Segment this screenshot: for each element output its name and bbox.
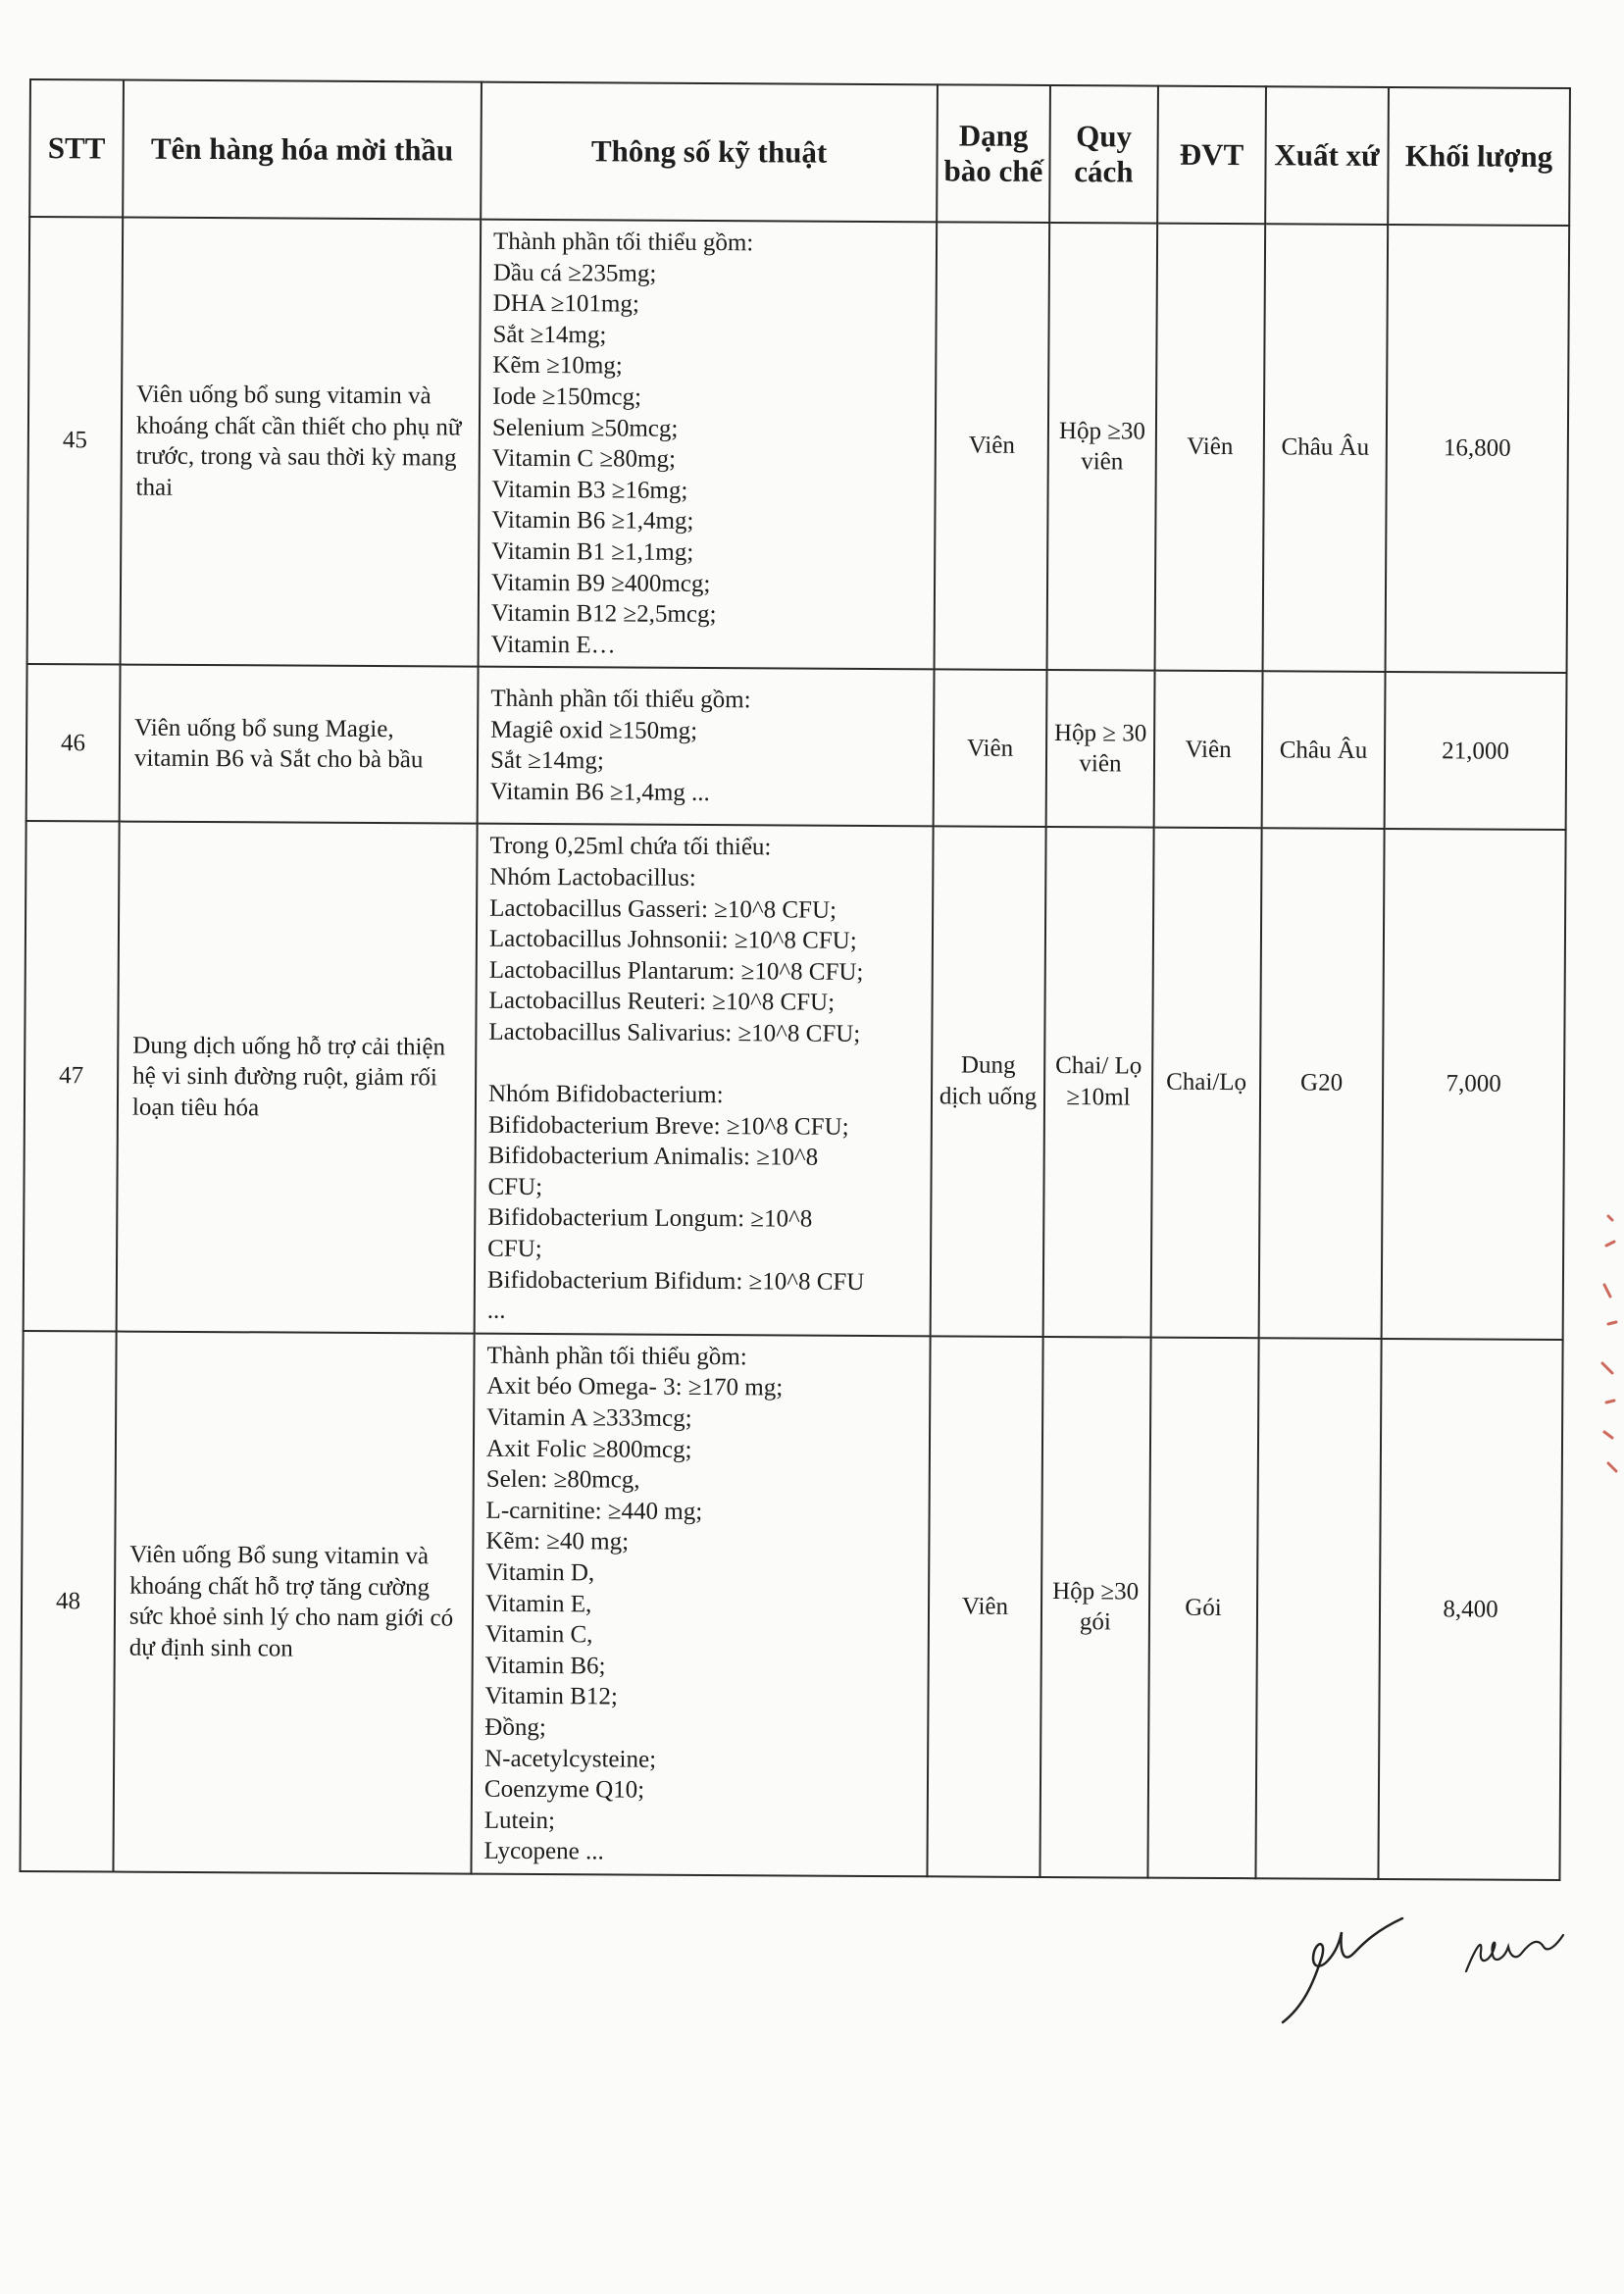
spec-line: Kẽm ≥10mg; xyxy=(492,352,623,380)
spec-line: Sắt ≥14mg; xyxy=(492,321,607,349)
spec-line: Vitamin B6 ≥1,4mg ... xyxy=(489,778,710,806)
row-unit: Gói xyxy=(1147,1337,1258,1878)
row-stt: 46 xyxy=(26,664,121,822)
header-item-name: Tên hàng hóa mời thầu xyxy=(123,80,482,220)
row-origin: Châu Âu xyxy=(1262,672,1386,830)
spec-line: Trong 0,25ml chứa tối thiểu: xyxy=(489,833,772,861)
row-quantity: 8,400 xyxy=(1378,1339,1562,1880)
spec-line: CFU; xyxy=(487,1173,543,1200)
row-quantity: 16,800 xyxy=(1386,225,1570,673)
row-quantity: 7,000 xyxy=(1382,829,1566,1340)
row-packaging: Hộp ≥ 30 viên xyxy=(1046,670,1155,828)
spec-line: Lactobacillus Plantarum: ≥10^8 CFU; xyxy=(488,956,864,986)
spec-line: Vitamin B1 ≥1,1mg; xyxy=(491,537,694,566)
spec-line: Bifidobacterium Longum: ≥10^8 xyxy=(487,1204,813,1234)
header-technical-specs: Thông số kỹ thuật xyxy=(481,82,938,223)
header-row xyxy=(29,79,1570,226)
spec-line: Lactobacillus Salivarius: ≥10^8 CFU; xyxy=(488,1018,861,1047)
row-packaging: Hộp ≥30 gói xyxy=(1040,1337,1150,1878)
row-stt: 47 xyxy=(24,821,120,1331)
spec-line: Vitamin B12; xyxy=(484,1683,618,1710)
spec-line: Axit béo Omega- 3: ≥170 mg; xyxy=(486,1373,784,1402)
spec-line: Thành phần tối thiểu gồm: xyxy=(492,228,754,257)
header-stt: STT xyxy=(29,79,124,218)
spec-line: Vitamin A ≥333mcg; xyxy=(486,1403,692,1432)
header-dosage-form: Dạng bào chế xyxy=(937,84,1050,223)
row-unit: Chai/Lọ xyxy=(1151,828,1262,1338)
spec-line: Bifidobacterium Animalis: ≥10^8 xyxy=(487,1142,819,1171)
row-stt: 48 xyxy=(20,1331,116,1872)
spec-line: Lactobacillus Gasseri: ≥10^8 CFU; xyxy=(489,894,837,924)
spec-line: Bifidobacterium Breve: ≥10^8 CFU; xyxy=(487,1111,849,1141)
spec-line: Sắt ≥14mg; xyxy=(489,747,604,775)
row-spec xyxy=(479,220,938,670)
spec-line: Vitamin C, xyxy=(484,1620,593,1649)
spec-line: DHA ≥101mg; xyxy=(492,289,639,318)
header-unit: ĐVT xyxy=(1157,86,1266,225)
spec-line: L-carnitine: ≥440 mg; xyxy=(485,1497,703,1525)
spec-line: Vitamin B3 ≥16mg; xyxy=(491,476,688,504)
spec-line: Nhóm Bifidobacterium: xyxy=(487,1080,724,1109)
spec-line: Vitamin B9 ≥400mcg; xyxy=(490,569,711,597)
spec-line: Kẽm: ≥40 mg; xyxy=(485,1528,630,1555)
spec-line: Vitamin C ≥80mg; xyxy=(491,444,677,473)
spec-line: Bifidobacterium Bifidum: ≥10^8 CFU xyxy=(486,1266,865,1296)
spec-line: Selen: ≥80mcg, xyxy=(485,1465,640,1494)
row-origin xyxy=(1255,1338,1381,1879)
bid-items-table xyxy=(19,78,1571,1881)
row-item-name: Dung dịch uống hỗ trợ cải thiện hệ vi sinh đường ruột, giảm rối loạn tiêu hóa xyxy=(117,822,478,1334)
spec-line: Thành phần tối thiểu gồm: xyxy=(486,1342,747,1371)
row-item-name: Viên uống bổ sung Magie, vitamin B6 và Sắt cho bà bầu xyxy=(120,665,479,824)
row-spec xyxy=(471,1333,930,1876)
row-dosage-form: Dung dịch uống xyxy=(931,827,1046,1337)
row-unit: Viên xyxy=(1154,671,1263,829)
spec-line: Thành phần tối thiểu gồm: xyxy=(490,685,751,714)
spec-line: Vitamin B12 ≥2,5mcg; xyxy=(490,599,717,629)
signature-left xyxy=(1275,1912,1412,2030)
spec-line: Selenium ≥50mcg; xyxy=(491,414,679,442)
row-stt: 45 xyxy=(27,217,124,665)
spec-line: ... xyxy=(486,1297,506,1325)
spec-line: Vitamin E… xyxy=(490,631,616,659)
header-origin: Xuất xứ xyxy=(1265,86,1389,225)
spec-line: Vitamin B6 ≥1,4mg; xyxy=(491,507,694,535)
header-packaging: Quy cách xyxy=(1049,85,1158,224)
row-unit: Viên xyxy=(1155,224,1266,672)
spec-line: Lycopene ... xyxy=(483,1838,604,1865)
row-item-name: Viên uống Bổ sung vitamin và khoáng chất hỗ trợ tăng cường sức khoẻ sinh lý cho nam giới có dự định sinh con xyxy=(113,1331,474,1873)
header-quantity: Khối lượng xyxy=(1388,87,1570,226)
spec-line: Dầu cá ≥235mg; xyxy=(492,259,657,287)
row-spec xyxy=(478,667,935,827)
row-packaging: Hộp ≥30 viên xyxy=(1047,223,1158,671)
bid-sheet xyxy=(19,78,1569,1881)
row-origin: G20 xyxy=(1259,829,1385,1339)
signature-right xyxy=(1461,1917,1569,1986)
row-dosage-form: Viên xyxy=(927,1336,1042,1877)
row-packaging: Chai/ Lọ ≥10ml xyxy=(1043,827,1154,1337)
table-row xyxy=(27,217,1570,673)
row-item-name: Viên uống bổ sung vitamin và khoáng chất cần thiết cho phụ nữ trước, trong và sau thời kỳ mang thai xyxy=(121,218,482,667)
spec-line: N-acetylcysteine; xyxy=(484,1745,657,1773)
table-row xyxy=(24,821,1566,1340)
spec-line: Vitamin D, xyxy=(485,1558,595,1587)
spec-line: Lactobacillus Johnsonii: ≥10^8 CFU; xyxy=(488,925,857,954)
spec-line: Đồng; xyxy=(484,1713,546,1741)
spec-line: CFU; xyxy=(487,1235,542,1263)
spec-line: Iode ≥150mcg; xyxy=(492,382,642,411)
spec-line: Magiê oxid ≥150mg; xyxy=(490,716,698,744)
spec-line: Vitamin B6; xyxy=(484,1652,606,1680)
row-origin: Châu Âu xyxy=(1263,224,1389,672)
spec-line: Nhóm Lactobacillus: xyxy=(489,863,696,892)
table-row xyxy=(20,1331,1562,1880)
table-row xyxy=(26,664,1567,830)
row-dosage-form: Viên xyxy=(934,670,1047,828)
spec-line: Coenzyme Q10; xyxy=(483,1775,645,1804)
spec-line: Lactobacillus Reuteri: ≥10^8 CFU; xyxy=(488,987,836,1017)
row-spec xyxy=(475,824,934,1336)
spec-line: Axit Folic ≥800mcg; xyxy=(485,1435,692,1463)
spec-line: Vitamin E, xyxy=(484,1590,592,1617)
spec-line: Lutein; xyxy=(483,1807,556,1834)
spec-line xyxy=(488,1047,925,1081)
stamp-edge-marks xyxy=(1591,1206,1620,1501)
row-dosage-form: Viên xyxy=(935,222,1050,670)
row-quantity: 21,000 xyxy=(1385,672,1567,830)
